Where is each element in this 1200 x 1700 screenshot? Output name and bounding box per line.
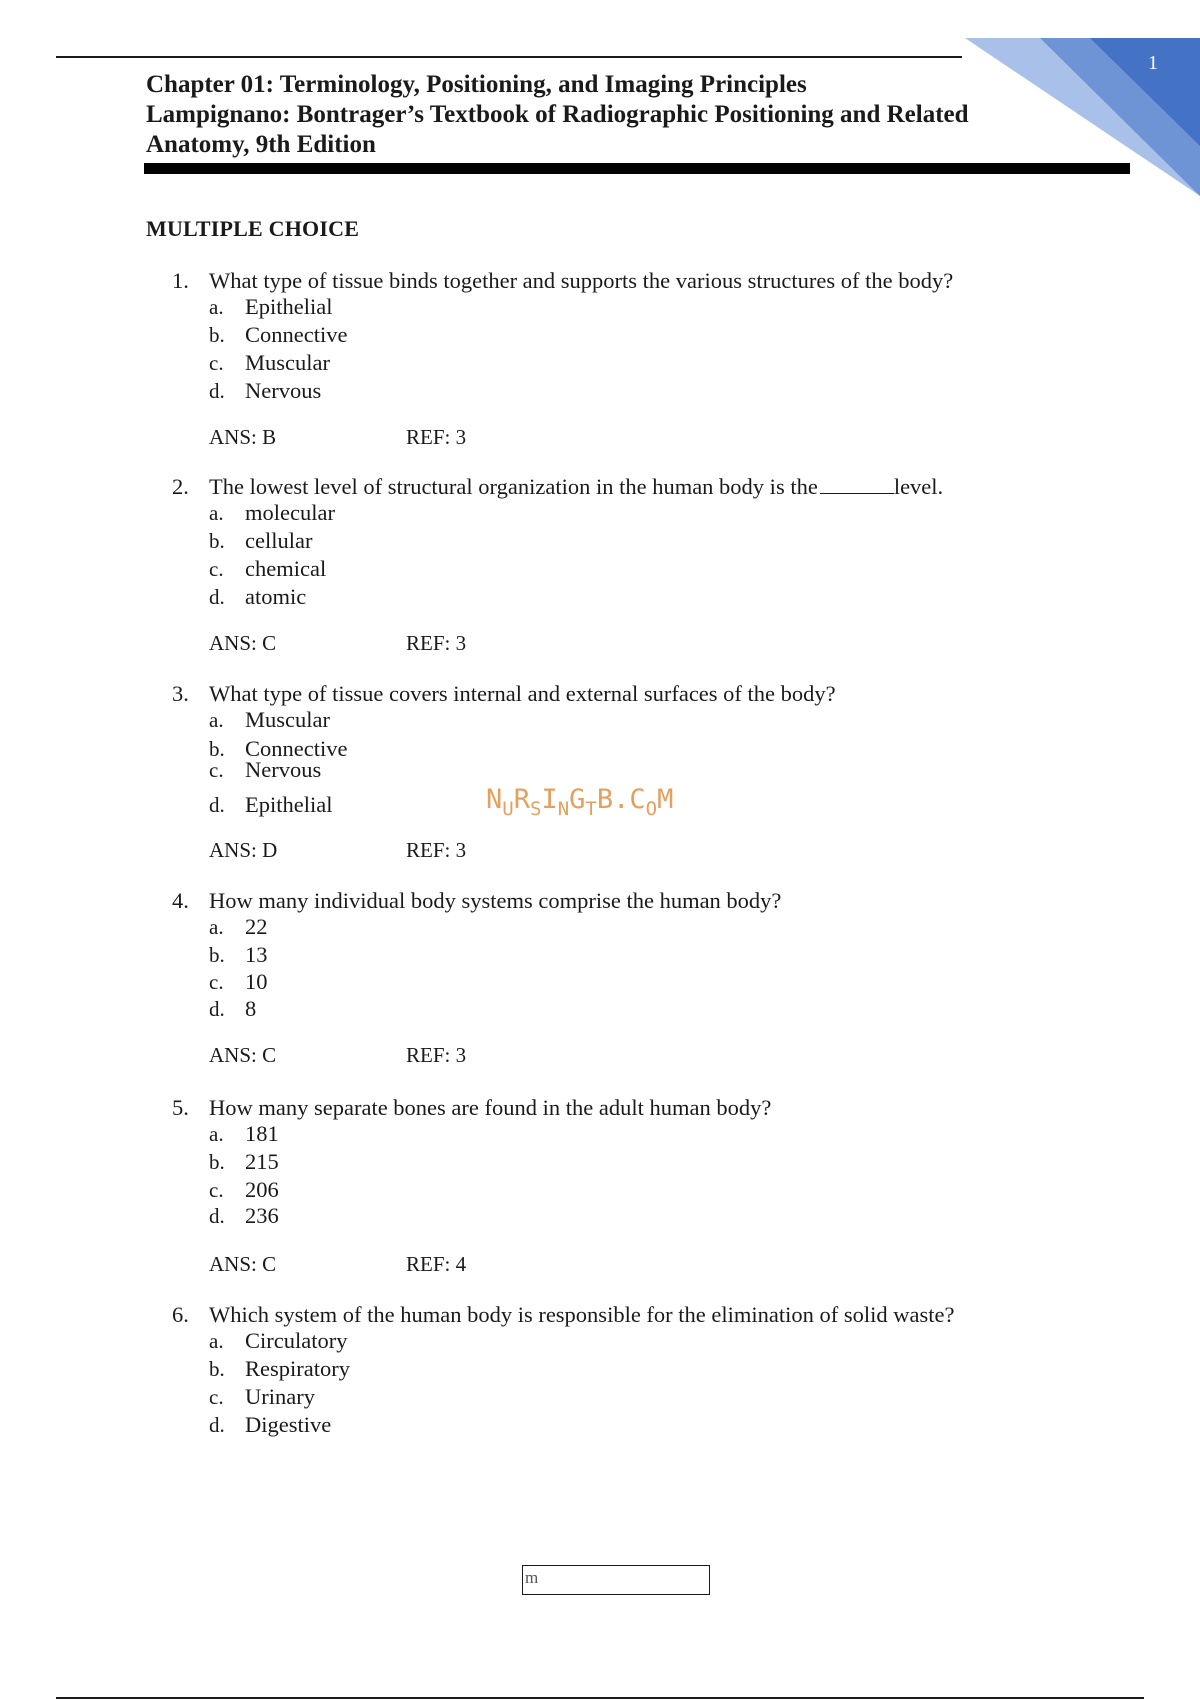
page-number: 1 <box>1148 52 1158 74</box>
answer-row <box>209 1252 467 1277</box>
option-a: a. Muscular <box>209 707 330 732</box>
document-header <box>146 70 1046 160</box>
option-b: b. 13 <box>209 942 268 967</box>
option-text: 206 <box>245 1177 279 1202</box>
option-a: a. molecular <box>209 500 335 525</box>
option-text: Muscular <box>245 350 330 375</box>
book-title-line-1: Lampignano: Bontrager’s Textbook of Radiographic Positioning and Related <box>146 101 969 128</box>
watermark: $N_UR_SI_NG_TB.C_OM$ <box>486 784 674 820</box>
question-text: The lowest level of structural organization in the human body is the <box>209 474 818 499</box>
answer: ANS: D <box>209 838 278 862</box>
option-text: chemical <box>245 556 327 581</box>
question-number: 3. <box>172 681 189 706</box>
reference: REF: 3 <box>406 425 467 449</box>
option-text: 8 <box>245 996 257 1021</box>
top-rule <box>56 56 962 58</box>
bottom-rule <box>56 1697 1144 1699</box>
question-stem <box>172 474 943 500</box>
option-text: cellular <box>245 528 313 553</box>
option-text: 22 <box>245 914 268 939</box>
question-number: 2. <box>172 474 189 499</box>
option-text: Epithelial <box>245 294 333 319</box>
option-c: c. chemical <box>209 556 327 581</box>
reference: REF: 3 <box>406 1043 467 1067</box>
option-text: 236 <box>245 1203 279 1228</box>
question-stem <box>172 888 781 914</box>
answer-row <box>209 1043 467 1068</box>
option-b: b. Connective <box>209 736 348 761</box>
question-text: What type of tissue binds together and supports the various structures of the body? <box>209 268 954 293</box>
header-rule <box>144 163 1130 174</box>
option-b: b. Respiratory <box>209 1356 350 1381</box>
question-stem <box>172 1095 771 1121</box>
option-text: 13 <box>245 942 268 967</box>
option-text: Respiratory <box>245 1356 350 1381</box>
question-text-end: level. <box>893 474 944 499</box>
option-c: c. Muscular <box>209 350 330 375</box>
question-text: How many separate bones are found in the adult human body? <box>209 1095 772 1120</box>
book-title-line-2: Anatomy, 9th Edition <box>146 131 376 158</box>
question-number: 5. <box>172 1095 189 1120</box>
option-b: b. Connective <box>209 322 348 347</box>
option-a: a. 181 <box>209 1121 279 1146</box>
option-c: c. 206 <box>209 1177 279 1202</box>
answer-blank <box>820 475 894 494</box>
option-text: Urinary <box>245 1384 315 1409</box>
option-c: c. Nervous <box>209 757 322 782</box>
question-stem <box>172 268 953 294</box>
answer: ANS: C <box>209 1252 277 1276</box>
option-text: Nervous <box>245 757 322 782</box>
option-text: 215 <box>245 1149 279 1174</box>
option-a: a. Circulatory <box>209 1328 348 1353</box>
reference: REF: 3 <box>406 631 467 655</box>
reference: REF: 4 <box>406 1252 467 1276</box>
question-stem <box>172 1302 954 1328</box>
option-text: Digestive <box>245 1412 332 1437</box>
question-text: How many individual body systems comprise the human body? <box>209 888 782 913</box>
answer: ANS: C <box>209 1043 277 1067</box>
answer-row <box>209 425 467 450</box>
option-text: Connective <box>245 736 348 761</box>
answer: ANS: B <box>209 425 277 449</box>
section-title: MULTIPLE CHOICE <box>146 216 360 241</box>
answer-row <box>209 838 467 863</box>
option-text: atomic <box>245 584 307 609</box>
option-d: d. Digestive <box>209 1412 332 1437</box>
option-d: d. 8 <box>209 996 257 1021</box>
option-text: molecular <box>245 500 335 525</box>
answer: ANS: C <box>209 631 277 655</box>
option-c: c. 10 <box>209 969 268 994</box>
footer-box-text: m <box>525 1568 539 1587</box>
option-d: d. 236 <box>209 1203 279 1228</box>
option-a: a. 22 <box>209 914 268 939</box>
footer-box <box>522 1565 710 1595</box>
option-d: d. atomic <box>209 584 307 609</box>
option-text: Circulatory <box>245 1328 348 1353</box>
question-stem <box>172 681 836 707</box>
option-d: d. Epithelial <box>209 792 333 817</box>
option-text: 181 <box>245 1121 279 1146</box>
reference: REF: 3 <box>406 838 467 862</box>
option-text: 10 <box>245 969 268 994</box>
option-text: Muscular <box>245 707 330 732</box>
option-text: Nervous <box>245 378 322 403</box>
question-number: 1. <box>172 268 189 293</box>
option-b: b. 215 <box>209 1149 279 1174</box>
question-number: 4. <box>172 888 189 913</box>
option-text: Connective <box>245 322 348 347</box>
option-text: Epithelial <box>245 792 333 817</box>
question-number: 6. <box>172 1302 189 1327</box>
answer-row <box>209 631 467 656</box>
chapter-title: Chapter 01: Terminology, Positioning, and Imaging Principles <box>146 71 807 98</box>
option-d: d. Nervous <box>209 378 322 403</box>
question-text: Which system of the human body is responsible for the elimination of solid waste? <box>209 1302 955 1327</box>
option-a: a. Epithelial <box>209 294 333 319</box>
option-b: b. cellular <box>209 528 313 553</box>
question-text: What type of tissue covers internal and external surfaces of the body? <box>209 681 836 706</box>
option-c: c. Urinary <box>209 1384 315 1409</box>
